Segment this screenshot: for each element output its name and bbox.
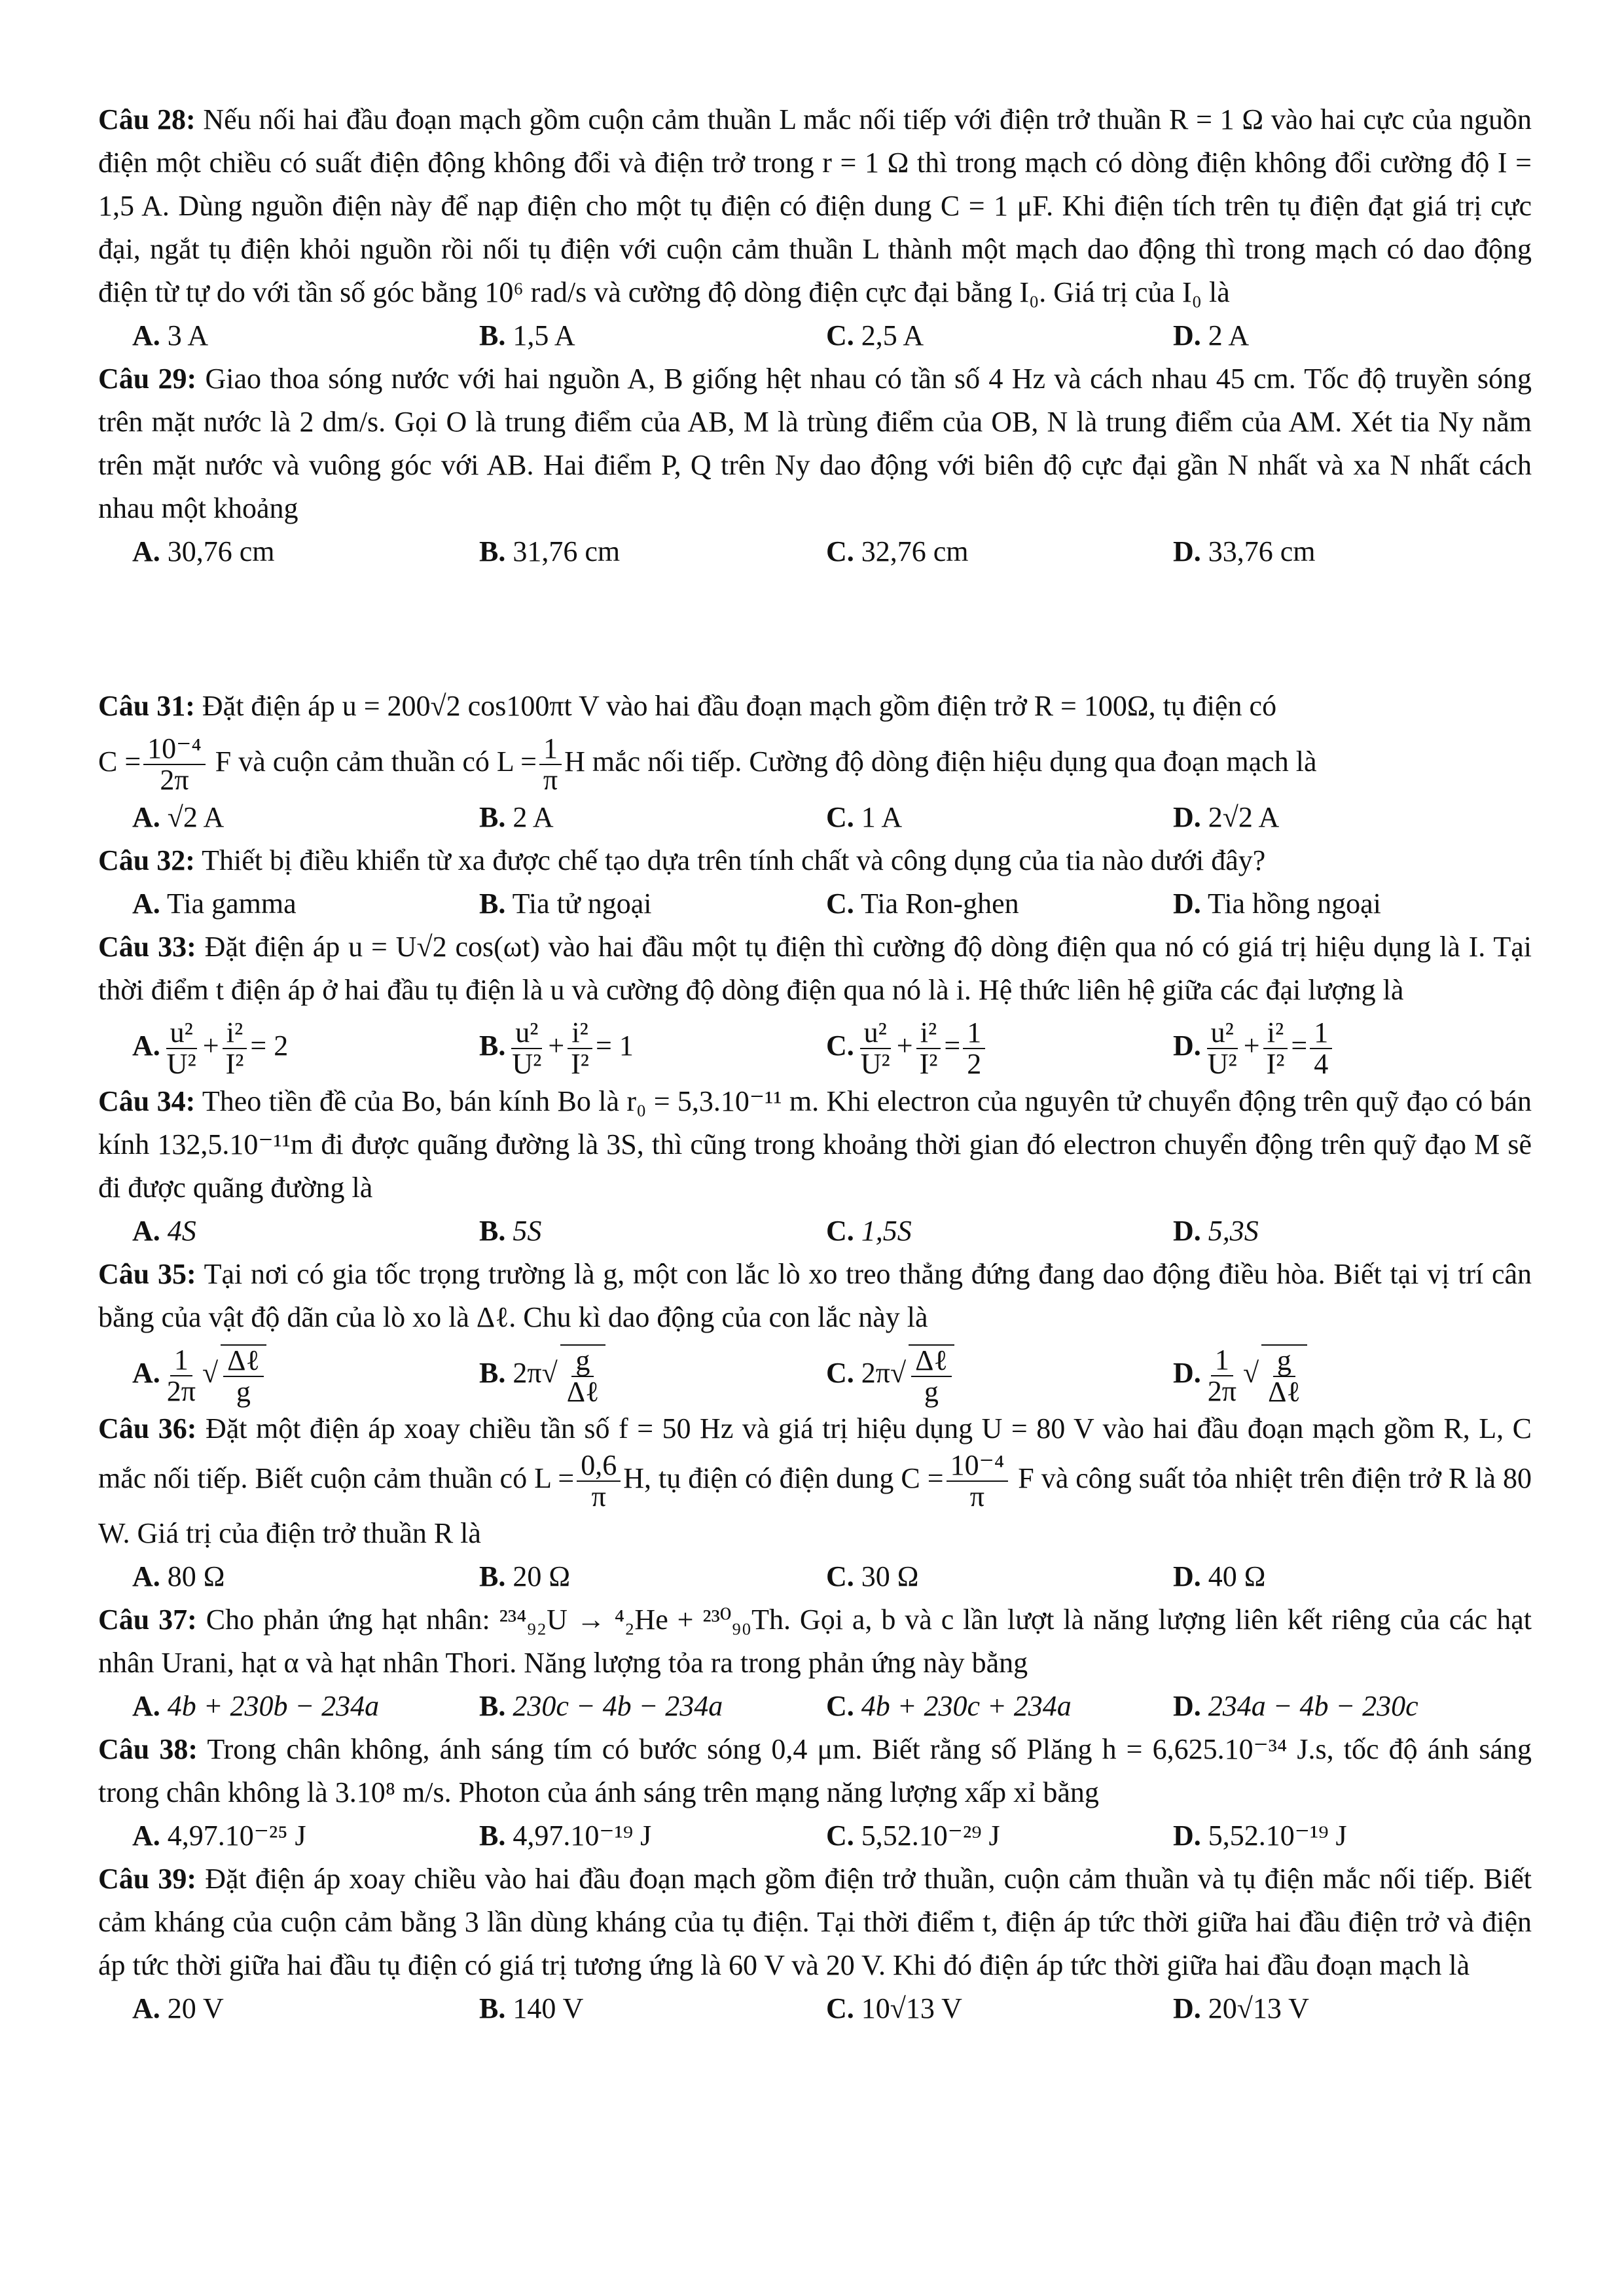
option-b[interactable]: B. 4,97.10⁻¹⁹ J — [479, 1820, 652, 1852]
option-c[interactable]: C. 5,52.10⁻²⁹ J — [826, 1820, 1000, 1852]
question-39 — [98, 1857, 1532, 2030]
blank-gap — [98, 573, 1532, 685]
option-b[interactable]: B. 31,76 cm — [479, 535, 621, 567]
question-text: Trong chân không, ánh sáng tím có bước sóng 0,4 μm. Biết rằng số Plăng h = 6,625.10⁻³⁴ J.s, tốc độ ánh sáng trong chân không là 3.10⁸ m/s. Photon của ánh sáng trên mạng năng lượng xấp xỉ bằng — [98, 1733, 1532, 1808]
option-d[interactable]: D. 40 Ω — [1173, 1560, 1266, 1592]
question-33 — [98, 925, 1532, 1080]
option-c[interactable]: C. 32,76 cm — [826, 535, 969, 567]
option-b[interactable]: B. Tia tử ngoại — [479, 888, 652, 920]
option-d[interactable]: D. 33,76 cm — [1173, 535, 1316, 567]
inductance-fraction: $\frac{1}{\pi}$ — [539, 734, 562, 795]
option-b[interactable]: B. $\frac{\text{u²}}{\text{U²}}$ + $\frac{\text{i²}}{\text{I²}}$ = 1 — [479, 1016, 634, 1080]
option-c[interactable]: C. 30 Ω — [826, 1560, 919, 1592]
question-text: Theo tiền đề của Bo, bán kính Bo là r₀ = 5,3.10⁻¹¹ m. Khi electron của nguyên tử chuyển động trên quỹ đạo có bán kính 132,5.10⁻¹¹m đi được quãng đường là 3S, thì cũng trong khoảng thời gian đó electron chuyển động trên quỹ đạo M sẽ đi được quãng đường là — [98, 1085, 1532, 1204]
question-number: Câu 33: — [98, 931, 196, 963]
option-d[interactable]: D. 20√13 V — [1173, 1992, 1309, 2024]
question-text: Thiết bị điều khiển từ xa được chế tạo dựa trên tính chất và công dụng của tia nào dưới đây? — [202, 844, 1266, 876]
question-38 — [98, 1728, 1532, 1857]
question-number: Câu 38: — [98, 1733, 198, 1765]
question-number: Câu 37: — [98, 1604, 197, 1636]
option-a[interactable]: A. 4S — [132, 1215, 196, 1247]
question-text: Đặt điện áp u = 200√2 cos100πt V vào hai đầu đoạn mạch gồm điện trở R = 100Ω, tụ điện có — [202, 690, 1277, 722]
options-row — [98, 1987, 1532, 2030]
option-d[interactable]: D. $\frac{\text{u²}}{\text{U²}}$ + $\frac{\text{i²}}{\text{I²}}$ = $\frac{1}{4}$ — [1173, 1012, 1520, 1080]
option-c[interactable]: C. 10√13 V — [826, 1992, 962, 2024]
question-number: Câu 28: — [98, 103, 196, 135]
option-a[interactable]: A. √2 A — [132, 801, 225, 833]
options-row — [98, 1012, 1532, 1080]
question-36: Câu 36: Đặt một điện áp xoay chiều tần số f = 50 Hz và giá trị hiệu dụng U = 80 V vào hai đầu đoạn mạch gồm R, L, C mắc nối tiếp. Biết cuộn cảm thuần có L = $\frac{0,6}{\pi}$ H, tụ điện có điện dung C = $\frac{\text{10⁻⁴}}{\pi}$ F và công suất tỏa nhiệt trên điện trở R là 80 W. Giá trị của điện trở thuần R là A. 80 Ω B. 20 Ω C. 30 Ω D. 40 Ω — [98, 1407, 1532, 1598]
option-b[interactable]: B. 5S — [479, 1215, 542, 1247]
question-text: Tại nơi có gia tốc trọng trường là g, một con lắc lò xo treo thẳng đứng đang dao động điều hòa. Biết tại vị trí cân bằng của vật độ dãn của lò xo là Δℓ. Chu kì dao động của con lắc này là — [98, 1258, 1532, 1333]
option-d[interactable]: D. 5,52.10⁻¹⁹ J — [1173, 1820, 1347, 1852]
question-number: Câu 39: — [98, 1863, 197, 1895]
option-b[interactable]: B. 1,5 A — [479, 319, 575, 351]
option-a[interactable]: A. Tia gamma — [132, 888, 297, 920]
option-d[interactable]: D. 234a − 4b − 230c — [1173, 1690, 1418, 1722]
options-row — [98, 1814, 1532, 1857]
option-a[interactable]: A. $\frac{\text{u²}}{\text{U²}}$ + $\frac{\text{i²}}{\text{I²}}$ = 2 — [132, 1016, 289, 1080]
question-35 — [98, 1253, 1532, 1407]
options-row — [98, 1685, 1532, 1728]
option-b[interactable]: B. 2π√ $\frac{g}{\text{Δℓ}}$ — [479, 1339, 826, 1407]
question-text: Đặt một điện áp xoay chiều tần số f = 50 Hz và giá trị hiệu dụng U = 80 V vào hai đầu đoạn mạch gồm R, L, C mắc nối tiếp. Biết cuộn cảm thuần có — [98, 1412, 1532, 1495]
option-c[interactable]: C. 1,5S — [826, 1215, 912, 1247]
question-28 — [98, 98, 1532, 357]
question-29 — [98, 357, 1532, 573]
question-text: Đặt điện áp xoay chiều vào hai đầu đoạn mạch gồm điện trở thuần, cuộn cảm thuần và tụ điện mắc nối tiếp. Biết cảm kháng của cuộn cảm bằng 3 lần dùng kháng của tụ điện. Tại thời điểm t, điện áp tức thời giữa hai đầu điện trở và điện áp tức thời giữa hai đầu tụ điện có giá trị tương ứng là 60 V và 20 V. Khi đó điện áp tức thời giữa hai đầu đoạn mạch là — [98, 1863, 1532, 1981]
option-a[interactable]: A. 4,97.10⁻²⁵ J — [132, 1820, 306, 1852]
option-c[interactable]: C. 2π√ $\frac{\text{Δℓ}}{g}$ — [826, 1339, 1173, 1407]
option-a[interactable]: A. $\frac{1}{2\pi}$ √ $\frac{\text{Δℓ}}{g}$ — [132, 1339, 479, 1407]
option-c[interactable]: C. 4b + 230c + 234a — [826, 1690, 1072, 1722]
question-34 — [98, 1080, 1532, 1253]
question-number: Câu 29: — [98, 363, 197, 395]
question-number: Câu 34: — [98, 1085, 196, 1117]
option-a[interactable]: A. 4b + 230b − 234a — [132, 1690, 380, 1722]
question-number: Câu 32: — [98, 844, 195, 876]
options-row — [98, 1210, 1532, 1253]
option-c[interactable]: C. 1 A — [826, 801, 903, 833]
option-a[interactable]: A. 20 V — [132, 1992, 224, 2024]
option-c[interactable]: C. Tia Ron-ghen — [826, 888, 1019, 920]
question-text: Cho phản ứng hạt nhân: ²³⁴₉₂U → ⁴₂He + ²³⁰₉₀Th. Gọi a, b và c lần lượt là năng lượng liên kết riêng của các hạt nhân Urani, hạt α và hạt nhân Thori. Năng lượng tỏa ra trong phản ứng này bằng — [98, 1604, 1532, 1679]
question-text: Nếu nối hai đầu đoạn mạch gồm cuộn cảm thuần L mắc nối tiếp với điện trở thuần R = 1 Ω vào hai cực của nguồn điện một chiều có suất điện động không đổi và điện trở trong r = 1 Ω thì trong mạch có dòng điện không đổi cường độ I = 1,5 A. Dùng nguồn điện này để nạp điện cho một tụ điện có điện dung C = 1 μF. Khi điện tích trên tụ điện đạt giá trị cực đại, ngắt tụ điện khỏi nguồn rồi nối tụ điện với cuộn cảm thuần L thành một mạch dao động thì trong mạch có dao động điện từ tự do với tần số góc bằng 10⁶ rad/s và cường độ dòng điện cực đại bằng I₀. Giá trị của I₀ là — [98, 103, 1532, 308]
question-number: Câu 36: — [98, 1412, 197, 1444]
option-d[interactable]: D. 2√2 A — [1173, 801, 1280, 833]
option-d[interactable]: D. 2 A — [1173, 319, 1250, 351]
option-d[interactable]: D. $\frac{1}{2\pi}$ √ $\frac{g}{\text{Δℓ}}$ — [1173, 1339, 1520, 1407]
option-b[interactable]: B. 230c − 4b − 234a — [479, 1690, 723, 1722]
exam-page — [98, 98, 1532, 2030]
inductance-fraction: $\frac{0,6}{\pi}$ — [577, 1450, 621, 1512]
options-row — [98, 796, 1532, 839]
options-row — [98, 1339, 1532, 1407]
option-a[interactable]: A. 30,76 cm — [132, 535, 275, 567]
option-d[interactable]: D. 5,3S — [1173, 1215, 1259, 1247]
capacitance-fraction: $\frac{\text{10⁻⁴}}{\pi}$ — [947, 1450, 1009, 1512]
question-number: Câu 35: — [98, 1258, 196, 1290]
option-c[interactable]: C. $\frac{\text{u²}}{\text{U²}}$ + $\frac{\text{i²}}{\text{I²}}$ = $\frac{1}{2}$ — [826, 1012, 1173, 1080]
option-a[interactable]: A. 80 Ω — [132, 1560, 225, 1592]
capacitance-fraction: $\frac{\text{10⁻⁴}}{2\pi}$ — [143, 734, 206, 795]
question-text: Giao thoa sóng nước với hai nguồn A, B giống hệt nhau có tần số 4 Hz và cách nhau 45 cm. Tốc độ truyền sóng trên mặt nước là 2 dm/s. Gọi O là trung điểm của AB, M là trùng điểm của OB, N là trung điểm của AM. Xét tia Ny nằm trên mặt nước và vuông góc với AB. Hai điểm P, Q trên Ny dao động với biên độ cực đại gần N nhất và xa N nhất cách nhau một khoảng — [98, 363, 1532, 524]
options-row — [98, 314, 1532, 357]
question-37 — [98, 1598, 1532, 1728]
question-text: Đặt điện áp u = U√2 cos(ωt) vào hai đầu một tụ điện thì cường độ dòng điện qua nó có giá trị hiệu dụng là I. Tại thời điểm t điện áp ở hai đầu tụ điện là u và cường độ dòng điện qua nó là i. Hệ thức liên hệ giữa các đại lượng là — [98, 931, 1532, 1006]
option-b[interactable]: B. 20 Ω — [479, 1560, 571, 1592]
options-row — [98, 882, 1532, 925]
question-number: Câu 31: — [98, 690, 195, 722]
options-row — [98, 1555, 1532, 1598]
option-d[interactable]: D. Tia hồng ngoại — [1173, 888, 1381, 920]
option-a[interactable]: A. 3 A — [132, 319, 209, 351]
question-31: Câu 31: Đặt điện áp u = 200√2 cos100πt V vào hai đầu đoạn mạch gồm điện trở R = 100Ω, tụ điện có C = $\frac{\text{10⁻⁴}}{2\pi}$ F và cuộn cảm thuần có L = $\frac{1}{\pi}$ H mắc nối tiếp. Cường độ dòng điện hiệu dụng qua đoạn mạch là A. √2 A B. 2 A C. 1 A D. 2√2 A — [98, 685, 1532, 839]
option-c[interactable]: C. 2,5 A — [826, 319, 924, 351]
option-b[interactable]: B. 2 A — [479, 801, 554, 833]
options-row — [98, 530, 1532, 573]
question-32 — [98, 839, 1532, 925]
option-b[interactable]: B. 140 V — [479, 1992, 584, 2024]
